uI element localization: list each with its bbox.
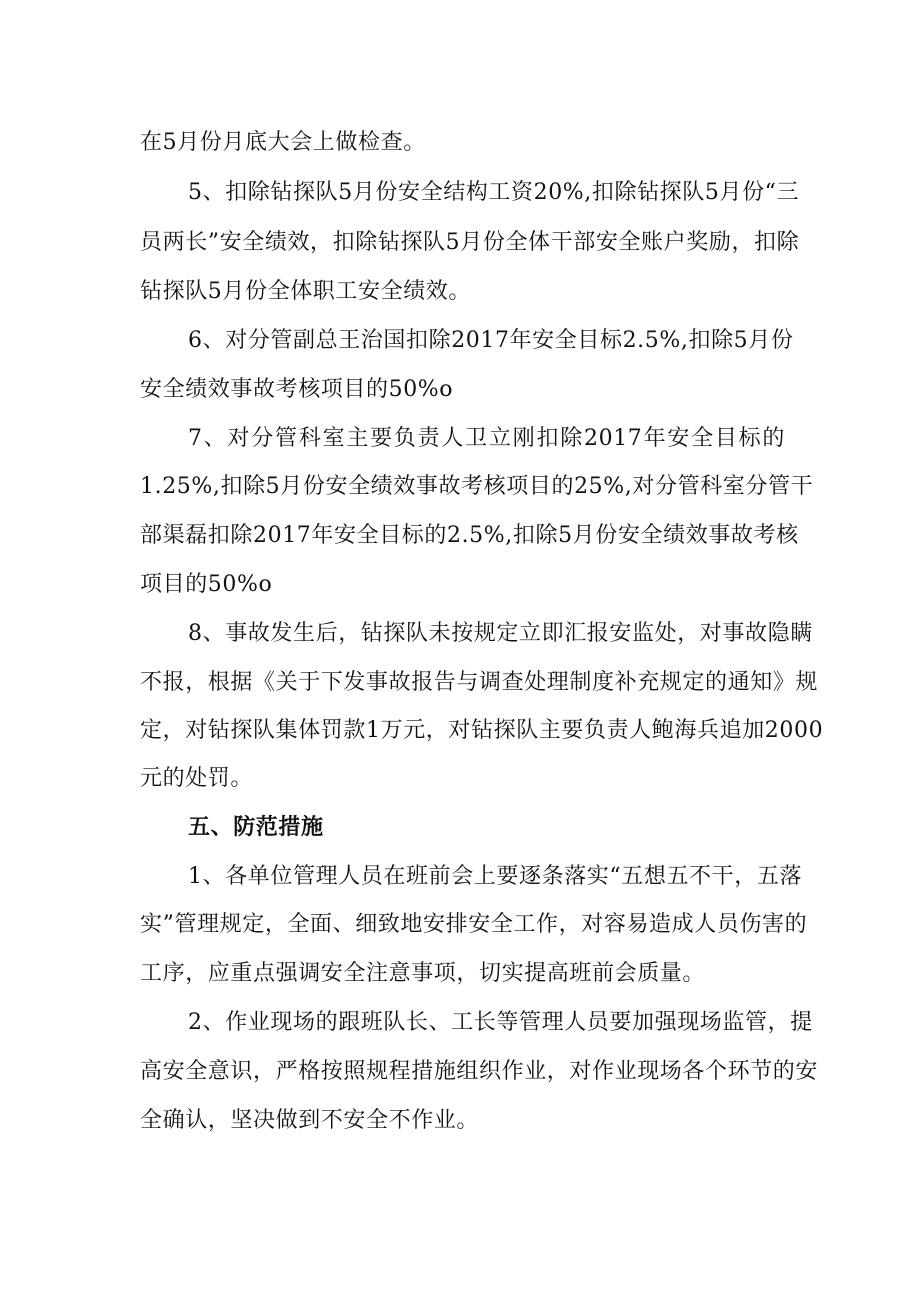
text-line: 钻探队5月份全体职工安全绩效。 bbox=[140, 279, 471, 304]
text-line: 实”管理规定，全面、细致地安排安全工作，对容易造成人员伤害的 bbox=[140, 912, 808, 937]
text-line: 工序，应重点强调安全注意事项，切实提高班前会质量。 bbox=[140, 961, 706, 986]
text-line: 元的处罚。 bbox=[140, 766, 254, 791]
text-line: 全确认，坚决做到不安全不作业。 bbox=[140, 1108, 480, 1133]
text-line: 不报，根据《关于下发事故报告与调查处理制度补充规定的通知》规 bbox=[140, 670, 819, 695]
text-line: 1、各单位管理人员在班前会上要逐条落实“五想五不干，五落 bbox=[188, 864, 803, 889]
text-line: 员两长”安全绩效，扣除钻探队5月份全体干部安全账户奖励，扣除 bbox=[140, 230, 800, 255]
text-line: 定，对钻探队集体罚款1万元，对钻探队主要负责人鲍海兵追加2000 bbox=[140, 718, 824, 743]
text-line: 在5月份月底大会上做检查。 bbox=[140, 130, 426, 155]
text-line: 2、作业现场的跟班队长、工长等管理人员要加强现场监管，提 bbox=[188, 1010, 813, 1035]
text-line: 高安全意识，严格按照规程措施组织作业，对作业现场各个环节的安 bbox=[140, 1059, 819, 1084]
section-heading: 五、防范措施 bbox=[188, 814, 324, 840]
text-line: 安全绩效事故考核项目的50%o bbox=[140, 377, 454, 402]
text-line: 7、对分管科室主要负责人卫立刚扣除2017年安全目标的 bbox=[188, 426, 785, 451]
text-line: 项目的50%o bbox=[140, 572, 273, 597]
text-line: 部渠磊扣除2017年安全目标的2.5%,扣除5月份安全绩效事故考核 bbox=[140, 523, 799, 548]
text-line: 1.25%,扣除5月份安全绩效事故考核项目的25%,对分管科室分管干 bbox=[140, 474, 814, 499]
text-line: 8、事故发生后，钻探队未按规定立即汇报安监处，对事故隐瞒 bbox=[188, 621, 813, 646]
text-line: 5、扣除钻探队5月份安全结构工资20%,扣除钻探队5月份“三 bbox=[188, 180, 800, 205]
text-line: 6、对分管副总王治国扣除2017年安全目标2.5%,扣除5月份 bbox=[188, 328, 794, 353]
